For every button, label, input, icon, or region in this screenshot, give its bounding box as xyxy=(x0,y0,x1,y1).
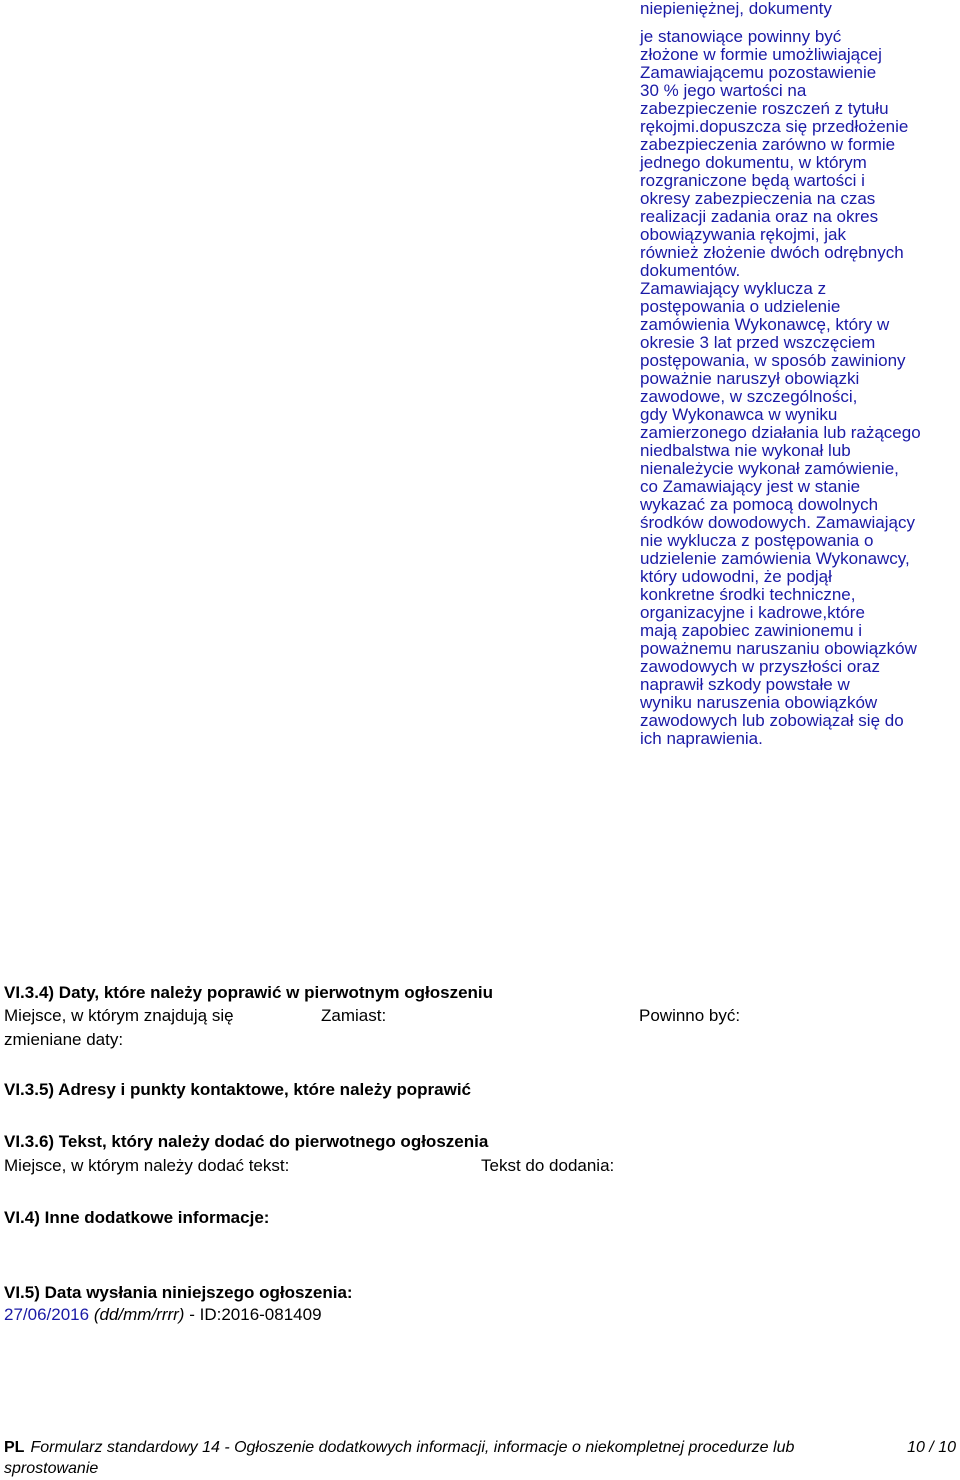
section-title-vi-4: VI.4) Inne dodatkowe informacje: xyxy=(4,1208,270,1227)
continuation-line: naprawił szkody powstałe w xyxy=(640,675,850,694)
continuation-line: zabezpieczenie roszczeń z tytułu xyxy=(640,99,889,118)
continuation-line: środków dowodowych. Zamawiający xyxy=(640,513,915,532)
dates-location-label-line2: zmieniane daty: xyxy=(4,1030,124,1049)
continuation-line: nienależycie wykonał zamówienie, xyxy=(640,459,899,478)
dispatch-date-value: 27/06/2016 xyxy=(4,1305,90,1324)
continuation-line: udzielenie zamówienia Wykonawcy, xyxy=(640,549,910,568)
continuation-line: zamówienia Wykonawcę, który w xyxy=(640,315,890,334)
instead-of-label: Zamiast: xyxy=(321,1006,387,1025)
continuation-line: Zamawiającemu pozostawienie xyxy=(640,63,877,82)
continuation-line: jednego dokumentu, w którym xyxy=(640,153,867,172)
continuation-line: postępowania, w sposób zawiniony xyxy=(640,351,906,370)
form-title-line1: Formularz standardowy 14 - Ogłoszenie dodatkowych informacji, informacje o niekompletnej procedurze lub xyxy=(30,1439,795,1456)
continuation-line: mają zapobiec zawinionemu i xyxy=(640,621,863,640)
continuation-line: Zamawiający wyklucza z xyxy=(640,279,827,298)
continuation-line: okresy zabezpieczenia na czas xyxy=(640,189,876,208)
page-number: 10 / 10 xyxy=(907,1439,956,1456)
form-title-line2: sprostowanie xyxy=(4,1460,99,1477)
continuation-line: rękojmi.dopuszcza się przedłożenie xyxy=(640,117,909,136)
continuation-line: poważnie naruszył obowiązki xyxy=(640,369,860,388)
continuation-line: co Zamawiający jest w stanie xyxy=(640,477,861,496)
continuation-line: niedbalstwa nie wykonał lub xyxy=(640,441,851,460)
continuation-line: ich naprawienia. xyxy=(640,729,763,748)
continuation-line: obowiązywania rękojmi, jak xyxy=(640,225,846,244)
dates-location-label-line1: Miejsce, w którym znajdują się xyxy=(4,1006,234,1025)
continuation-line: zawodowych lub zobowiązał się do xyxy=(640,711,904,730)
continuation-line: dokumentów. xyxy=(640,261,741,280)
continuation-line: wyniku naruszenia obowiązków xyxy=(640,693,878,712)
section-title-vi-3-4: VI.3.4) Daty, które należy poprawić w pierwotnym ogłoszeniu xyxy=(4,983,494,1002)
continuation-line: gdy Wykonawca w wyniku xyxy=(640,405,838,424)
continuation-line: zabezpieczenia zarówno w formie xyxy=(640,135,896,154)
continuation-line: niepieniężnej, dokumenty xyxy=(640,0,832,18)
continuation-line: rozgraniczone będą wartości i xyxy=(640,171,865,190)
continuation-line: również złożenie dwóch odrębnych xyxy=(640,243,904,262)
continuation-line: poważnemu naruszaniu obowiązków xyxy=(640,639,917,658)
continuation-line: je stanowiące powinny być xyxy=(640,27,842,46)
continuation-line: postępowania o udzielenie xyxy=(640,297,841,316)
date-format-hint: (dd/mm/rrrr) xyxy=(93,1305,185,1324)
section-title-vi-3-6: VI.3.6) Tekst, który należy dodać do pierwotnego ogłoszenia xyxy=(4,1132,489,1151)
continuation-line: okresie 3 lat przed wszczęciem xyxy=(640,333,876,352)
should-be-label: Powinno być: xyxy=(639,1006,741,1025)
continuation-line: konkretne środki techniczne, xyxy=(640,585,856,604)
continuation-line: wykazać za pomocą dowolnych xyxy=(640,495,879,514)
continuation-line: złożone w formie umożliwiającej xyxy=(640,45,882,64)
section-title-vi-5: VI.5) Data wysłania niniejszego ogłoszenia: xyxy=(4,1283,353,1302)
text-to-add-label: Tekst do dodania: xyxy=(481,1156,615,1175)
page-footer xyxy=(4,1437,956,1479)
continuation-line: który udowodni, że podjął xyxy=(640,567,832,586)
language-code: PL xyxy=(4,1439,25,1456)
continuation-line: realizacji zadania oraz na okres xyxy=(640,207,879,226)
notice-id: - ID:2016-081409 xyxy=(189,1305,322,1324)
continuation-line: 30 % jego wartości na xyxy=(640,81,807,100)
continuation-line: zawodowych w przyszłości oraz xyxy=(640,657,880,676)
continuation-line: zamierzonego działania lub rażącego xyxy=(640,423,921,442)
continuation-line: nie wyklucza z postępowania o xyxy=(640,531,874,550)
continuation-text-block xyxy=(640,0,958,748)
continuation-line: organizacyjne i kadrowe,które xyxy=(640,603,865,622)
dispatch-date-line xyxy=(4,1305,322,1325)
continuation-line: zawodowe, w szczególności, xyxy=(640,387,858,406)
section-title-vi-3-5: VI.3.5) Adresy i punkty kontaktowe, które należy poprawić xyxy=(4,1080,472,1099)
add-text-location-label: Miejsce, w którym należy dodać tekst: xyxy=(4,1156,290,1175)
